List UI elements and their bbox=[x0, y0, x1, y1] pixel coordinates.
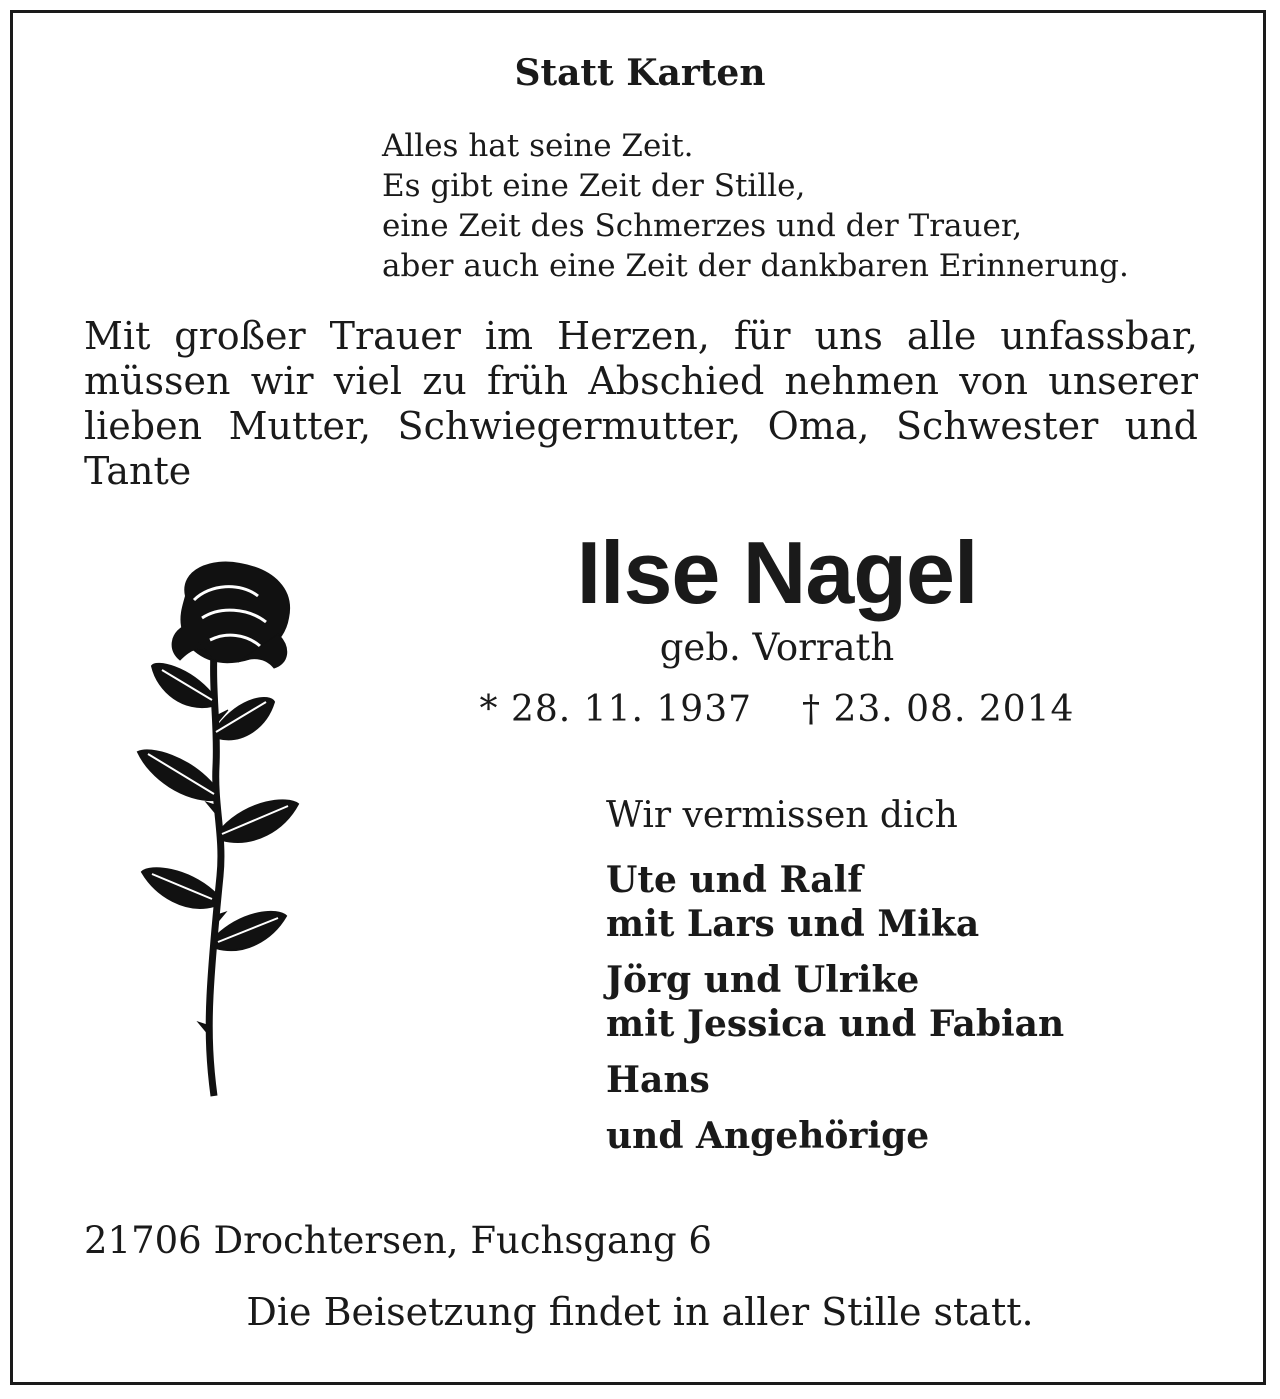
death-date: † 23. 08. 2014 bbox=[802, 689, 1075, 730]
address: 21706 Drochtersen, Fuchsgang 6 bbox=[84, 1219, 712, 1262]
closing-line: Wir vermissen dich bbox=[606, 795, 958, 836]
family-group bbox=[606, 1058, 1064, 1102]
poem-line: aber auch eine Zeit der dankbaren Erinnerung. bbox=[382, 248, 1129, 284]
burial-note: Die Beisetzung findet in aller Stille statt. bbox=[246, 1290, 1034, 1334]
poem-line: eine Zeit des Schmerzes und der Trauer, bbox=[382, 208, 1023, 244]
notice-header: Statt Karten bbox=[514, 52, 766, 94]
poem-line: Alles hat seine Zeit. bbox=[382, 128, 694, 164]
family-line: und Angehörige bbox=[606, 1115, 930, 1157]
family-line: Ute und Ralf bbox=[606, 859, 863, 901]
family-line: mit Jessica und Fabian bbox=[606, 1003, 1065, 1045]
family-group bbox=[606, 1114, 1064, 1158]
poem-line: Es gibt eine Zeit der Stille, bbox=[382, 168, 806, 204]
intro-text: Mit großer Trauer im Herzen, für uns alle unfassbar, müssen wir viel zu früh Abschied nehmen von unserer lieben Mutter, Schwiegermutter, Oma, Schwester und Tante bbox=[84, 314, 1198, 493]
family-group bbox=[606, 958, 1064, 1046]
rose-icon bbox=[128, 556, 308, 1102]
deceased-name: Ilse Nagel bbox=[576, 523, 978, 622]
family-line: mit Lars und Mika bbox=[606, 903, 980, 945]
life-dates bbox=[470, 689, 1084, 730]
maiden-name: geb. Vorrath bbox=[659, 626, 895, 669]
family-group bbox=[606, 858, 1064, 946]
birth-date: * 28. 11. 1937 bbox=[479, 689, 752, 730]
family-line: Hans bbox=[606, 1059, 710, 1101]
family-line: Jörg und Ulrike bbox=[606, 959, 920, 1001]
poem bbox=[382, 126, 1129, 286]
family-list bbox=[606, 858, 1064, 1170]
